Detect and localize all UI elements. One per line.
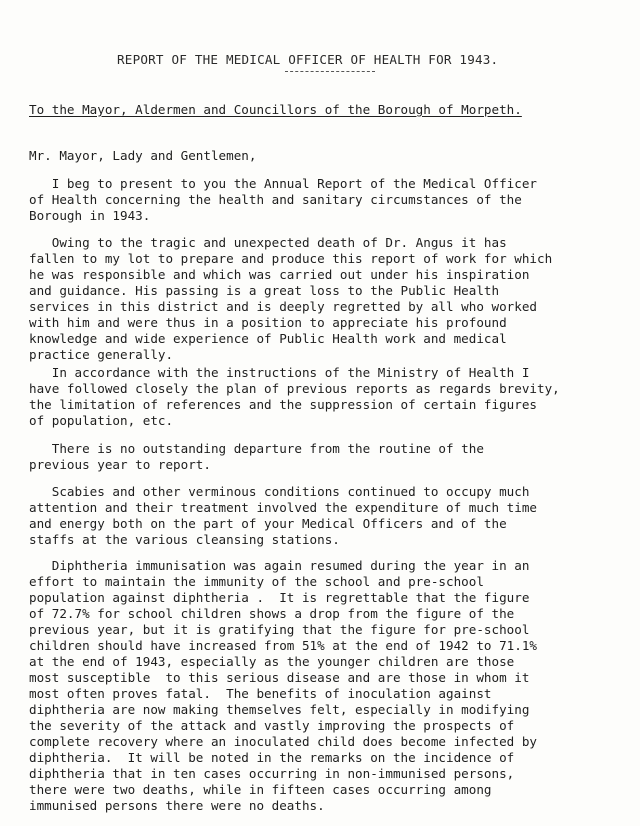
addressee-line: To the Mayor, Aldermen and Councillors of the Borough of Morpeth.	[29, 102, 522, 117]
paragraph-line: attention and their treatment involved the expenditure of much time	[29, 500, 537, 515]
paragraph-line: and guidance. His passing is a great loss to the Public Health	[29, 283, 500, 298]
paragraph-line: have followed closely the plan of previous reports as regards brevity,	[29, 381, 560, 396]
paragraph-line: In accordance with the instructions of the Ministry of Health I	[29, 365, 530, 380]
paragraph-line: most susceptible to this serious disease and are those in whom it	[29, 670, 530, 685]
title-underline-divider	[285, 71, 375, 72]
paragraph-line: fallen to my lot to prepare and produce this report of work for which	[29, 251, 553, 266]
salutation: Mr. Mayor, Lady and Gentlemen,	[29, 148, 257, 163]
paragraph-line: of 72.7% for school children shows a drop from the figure of the	[29, 606, 515, 621]
paragraph-line: the limitation of references and the suppression of certain figures	[29, 397, 537, 412]
paragraph-line: there were two deaths, while in fifteen cases occurring among	[29, 782, 492, 797]
paragraph-line: the severity of the attack and vastly improving the prospects of	[29, 718, 515, 733]
paragraph-line: and energy both on the part of your Medical Officers and of the	[29, 516, 507, 531]
paragraph-line: Borough in 1943.	[29, 208, 151, 223]
paragraph-line: with him and were thus in a position to appreciate his profound	[29, 315, 507, 330]
paragraph-line: of population, etc.	[29, 413, 174, 428]
paragraph-line: Owing to the tragic and unexpected death of Dr. Angus it has	[29, 235, 507, 250]
paragraph-line: I beg to present to you the Annual Report of the Medical Officer	[29, 176, 537, 191]
paragraph-line: diphtheria are now making themselves felt, especially in modifying	[29, 702, 530, 717]
paragraph-line: previous year, but it is gratifying that the figure for pre-school	[29, 622, 530, 637]
paragraph-line: children should have increased from 51% at the end of 1942 to 71.1%	[29, 638, 537, 653]
paragraph-line: practice generally.	[29, 347, 174, 362]
paragraph-line: There is no outstanding departure from the routine of the	[29, 441, 484, 456]
report-title: REPORT OF THE MEDICAL OFFICER OF HEALTH FOR 1943.	[117, 52, 499, 67]
paragraph-line: effort to maintain the immunity of the school and pre-school	[29, 574, 484, 589]
paragraph-line: of Health concerning the health and sanitary circumstances of the	[29, 192, 522, 207]
paragraph-line: knowledge and wide experience of Public Health work and medical	[29, 331, 507, 346]
paragraph-line: immunised persons there were no deaths.	[29, 798, 325, 813]
paragraph-line: he was responsible and which was carried out under his inspiration	[29, 267, 530, 282]
paragraph-line: Diphtheria immunisation was again resumed during the year in an	[29, 558, 530, 573]
paragraph-line: services in this district and is deeply regretted by all who worked	[29, 299, 537, 314]
paragraph-line: diphtheria. It will be noted in the remarks on the incidence of	[29, 750, 515, 765]
paragraph-line: previous year to report.	[29, 457, 211, 472]
paragraph-line: at the end of 1943, especially as the younger children are those	[29, 654, 515, 669]
paragraph-line: Scabies and other verminous conditions continued to occupy much	[29, 484, 530, 499]
paragraph-line: staffs at the various cleansing stations.	[29, 532, 340, 547]
paragraph-line: most often proves fatal. The benefits of inoculation against	[29, 686, 492, 701]
paragraph-line: diphtheria that in ten cases occurring in non-immunised persons,	[29, 766, 515, 781]
paragraph-line: complete recovery where an inoculated child does become infected by	[29, 734, 537, 749]
paragraph-line: population against diphtheria . It is regrettable that the figure	[29, 590, 530, 605]
